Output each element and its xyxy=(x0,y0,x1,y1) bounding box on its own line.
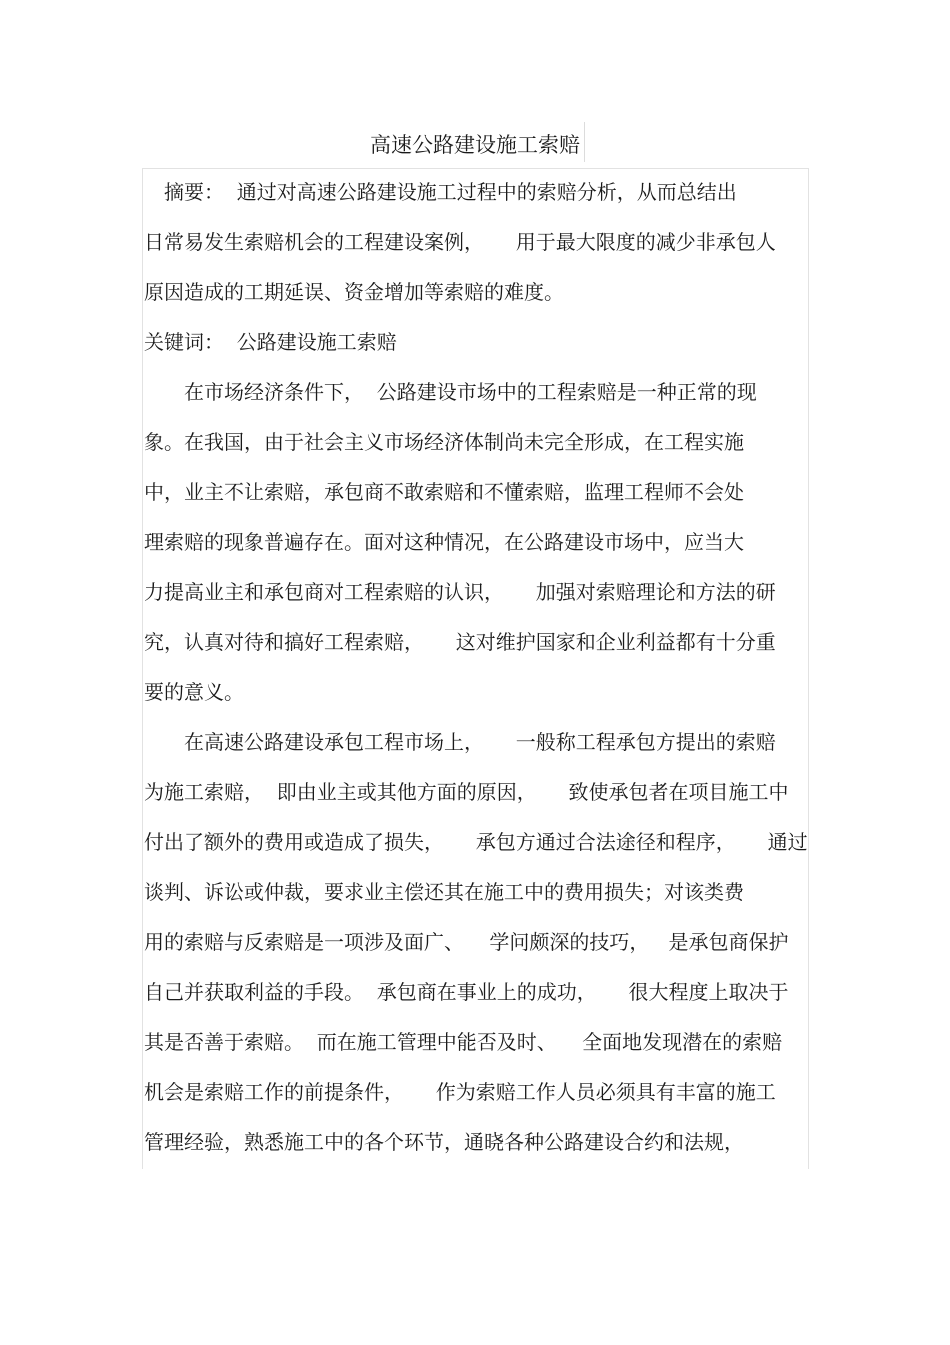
text-line: 自己并获取利益的手段。 承包商在事业上的成功， 很大程度上取决于 xyxy=(144,980,789,1004)
text-line: 为施工索赔， 即由业主或其他方面的原因， 致使承包者在项目施工中 xyxy=(144,780,789,804)
text-line: 日常易发生索赔机会的工程建设案例， 用于最大限度的减少非承包人 xyxy=(144,230,776,254)
text-line: 用的索赔与反索赔是一项涉及面广、 学问颇深的技巧， 是承包商保护 xyxy=(144,930,789,954)
text-frame xyxy=(142,168,809,1169)
text-line: 付出了额外的费用或造成了损失， 承包方通过合法途径和程序， 通过 xyxy=(144,830,808,854)
text-line: 在市场经济条件下， 公路建设市场中的工程索赔是一种正常的现 xyxy=(144,380,757,404)
text-line: 原因造成的工期延误、资金增加等索赔的难度。 xyxy=(144,280,564,304)
text-line: 力提高业主和承包商对工程索赔的认识， 加强对索赔理论和方法的研 xyxy=(144,580,776,604)
text-line: 究，认真对待和搞好工程索赔， 这对维护国家和企业利益都有十分重 xyxy=(144,630,776,654)
text-line: 管理经验，熟悉施工中的各个环节，通晓各种公路建设合约和法规， xyxy=(144,1130,744,1154)
text-line: 象。在我国，由于社会主义市场经济体制尚未完全形成，在工程实施 xyxy=(144,430,744,454)
text-line: 谈判、诉讼或仲裁，要求业主偿还其在施工中的费用损失；对该类费 xyxy=(144,880,744,904)
text-line: 理索赔的现象普遍存在。面对这种情况，在公路建设市场中，应当大 xyxy=(144,530,744,554)
text-line: 在高速公路建设承包工程市场上， 一般称工程承包方提出的索赔 xyxy=(144,730,776,754)
text-line: 其是否善于索赔。 而在施工管理中能否及时、 全面地发现潜在的索赔 xyxy=(144,1030,783,1054)
text-line: 要的意义。 xyxy=(144,680,244,704)
text-line: 中，业主不让索赔，承包商不敢索赔和不懂索赔，监理工程师不会处 xyxy=(144,480,744,504)
text-line: 摘要： 通过对高速公路建设施工过程中的索赔分析，从而总结出 xyxy=(144,180,737,204)
text-line: 关键词： 公路建设施工索赔 xyxy=(144,330,397,354)
text-line: 机会是索赔工作的前提条件， 作为索赔工作人员必须具有丰富的施工 xyxy=(144,1080,776,1104)
document-title: 高速公路建设施工索赔 xyxy=(370,133,580,157)
